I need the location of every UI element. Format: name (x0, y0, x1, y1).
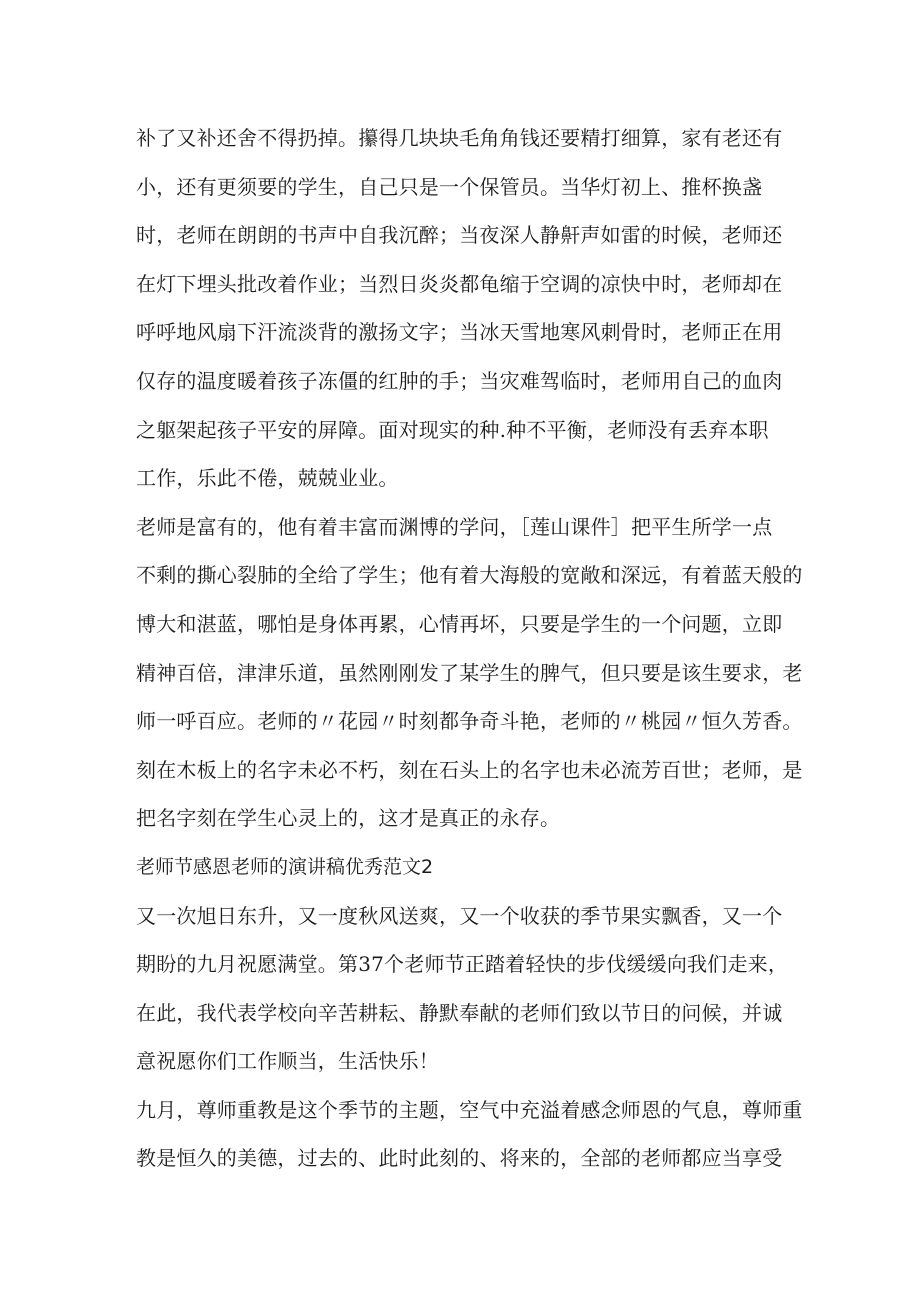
text-line: 精神百倍，津津乐道，虽然刚刚发了某学生的脾气，但只要是该生要求，老 (136, 660, 803, 685)
text-line: 在此，我代表学校向辛苦耕耘、静默奉献的老师们致以节日的问候，并诚 (136, 1000, 783, 1025)
paragraph-4 (136, 1086, 803, 1183)
text-line: 老师是富有的，他有着丰富而渊博的学问，［莲山课件］把平生所学一点 (136, 514, 773, 539)
text-line: 呼呼地风扇下汗流淡背的激扬文字；当冰天雪地寒风刺骨时，老师正在用 (136, 320, 783, 345)
text-line: 把名字刻在学生心灵上的，这才是真正的永存。 (136, 806, 561, 831)
text-line: 仅存的温度暖着孩子冻僵的红肿的手；当灾难驾临时，老师用自己的血肉 (136, 368, 783, 393)
text-line: 又一次旭日东升，又一度秋风送爽，又一个收获的季节果实飘香，又一个 (136, 903, 783, 928)
paragraph-3 (136, 892, 796, 1086)
text-line: 小，还有更须要的学生，自己只是一个保管员。当华灯初上、推杯换盏 (136, 174, 763, 199)
text-line: 九月，尊师重教是这个季节的主题，空气中充溢着感念师恩的气息，尊师重 (136, 1097, 803, 1122)
text-line: 师一呼百应。老师的〃花园〃时刻都争奇斗艳，老师的〃桃园〃恒久芳香。 (136, 709, 803, 734)
section-heading: 老师节感恩老师的演讲稿优秀范文2 (136, 855, 434, 878)
text-line: 之躯架起孩子平安的屏障。面对现实的种.种不平衡，老师没有丢弃本职 (136, 417, 769, 442)
text-line: 时，老师在朗朗的书声中自我沉醉；当夜深人静鼾声如雷的时候，老师还 (136, 223, 783, 248)
text-line: 在灯下埋头批改着作业；当烈日炎炎都龟缩于空调的凉快中时，老师却在 (136, 271, 783, 296)
document-body (136, 114, 803, 1183)
text-line: 刻在木板上的名字未必不朽，刻在石头上的名字也未必流芳百世；老师，是 (136, 757, 803, 782)
paragraph-2 (136, 503, 803, 843)
text-line: 教是恒久的美德，过去的、此时此刻的、将来的，全部的老师都应当享受 (136, 1146, 783, 1171)
text-line: 补了又补还舍不得扔掉。攥得几块块毛角角钱还要精打细算，家有老还有 (136, 126, 783, 150)
text-line: 工作，乐此不倦，兢兢业业。 (136, 466, 399, 491)
text-line: 期盼的九月祝愿满堂。第37个老师节正踏着轻快的步伐缓缓向我们走来， (136, 952, 789, 977)
text-line: 意祝愿你们工作顺当，生活快乐！ (136, 1049, 439, 1074)
text-line: 不剩的撕心裂肺的全给了学生；他有着大海般的宽敞和深远，有着蓝天般的 (136, 563, 803, 588)
text-line: 博大和湛蓝，哪怕是身体再累，心情再坏，只要是学生的一个问题，立即 (136, 611, 783, 636)
paragraph-1 (136, 114, 796, 503)
